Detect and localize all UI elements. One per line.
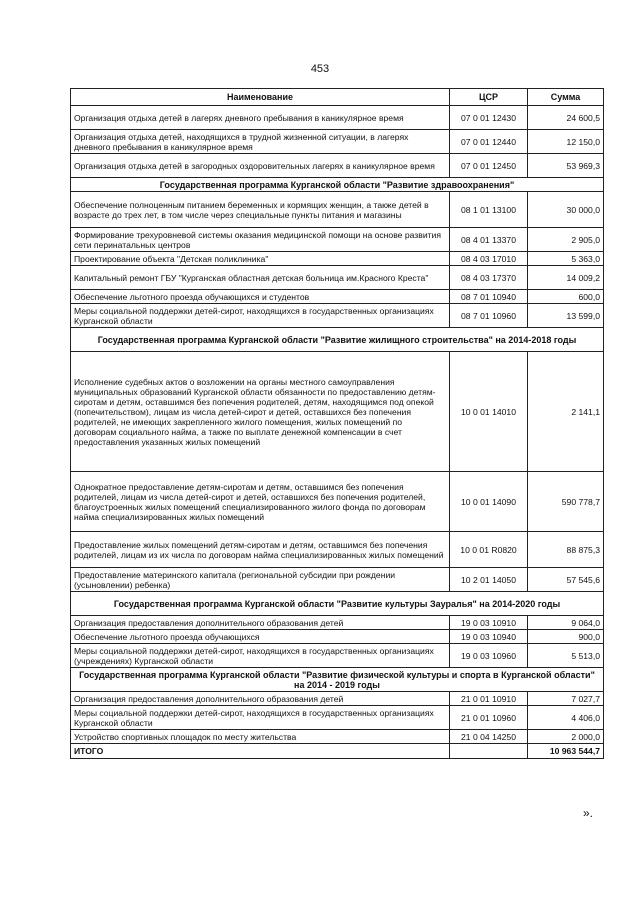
- row-name: Обеспечение льготного проезда обучающихся: [71, 630, 450, 644]
- row-name: Капитальный ремонт ГБУ "Курганская областная детская больница им.Красного Креста": [71, 266, 450, 290]
- row-code: 08 4 03 17010: [450, 252, 528, 266]
- section-heading-row: [71, 668, 604, 692]
- row-name: Устройство спортивных площадок по месту жительства: [71, 730, 450, 744]
- row-code: 21 0 04 14250: [450, 730, 528, 744]
- table-row: [71, 692, 604, 706]
- row-code: 08 4 03 17370: [450, 266, 528, 290]
- row-name: Обеспечение полноценным питанием беременных и кормящих женщин, а также детей в возрасте до трех лет, в том числе через специальные пункты питания и магазины: [71, 192, 450, 228]
- row-name: Обеспечение льготного проезда обучающихся и студентов: [71, 290, 450, 304]
- row-amount: 24 600,5: [528, 106, 604, 130]
- row-code: 19 0 03 10910: [450, 616, 528, 630]
- header-code: ЦСР: [450, 89, 528, 106]
- row-amount: 57 545,6: [528, 568, 604, 592]
- row-name: Меры социальной поддержки детей-сирот, находящихся в государственных организациях (учреждениях) Курганской области: [71, 644, 450, 668]
- row-amount: 5 513,0: [528, 644, 604, 668]
- row-code: 07 0 01 12450: [450, 154, 528, 178]
- row-code: 10 2 01 14050: [450, 568, 528, 592]
- table-row: [71, 290, 604, 304]
- row-amount: 30 000,0: [528, 192, 604, 228]
- table-row: [71, 706, 604, 730]
- table-row: [71, 228, 604, 252]
- row-amount: 14 009,2: [528, 266, 604, 290]
- row-amount: 590 778,7: [528, 472, 604, 532]
- row-amount: 600,0: [528, 290, 604, 304]
- header-amount: Сумма: [528, 89, 604, 106]
- table-row: [71, 352, 604, 472]
- row-name: Предоставление материнского капитала (региональной субсидии при рождении (усыновлении) ребенка): [71, 568, 450, 592]
- page-number: 453: [310, 63, 330, 75]
- section-heading-row: [71, 592, 604, 616]
- row-amount: 4 406,0: [528, 706, 604, 730]
- row-amount: 12 150,0: [528, 130, 604, 154]
- row-code: 08 4 01 13370: [450, 228, 528, 252]
- table-header-row: [71, 89, 604, 106]
- table-row: [71, 304, 604, 328]
- row-amount: 53 969,3: [528, 154, 604, 178]
- section-heading: Государственная программа Курганской области "Развитие культуры Зауралья" на 2014-2020 годы: [71, 592, 604, 616]
- row-amount: 900,0: [528, 630, 604, 644]
- row-code: 19 0 03 10940: [450, 630, 528, 644]
- section-heading-row: [71, 328, 604, 352]
- row-amount: 13 599,0: [528, 304, 604, 328]
- row-name: Организация отдыха детей в лагерях дневного пребывания в каникулярное время: [71, 106, 450, 130]
- total-label: ИТОГО: [71, 744, 450, 759]
- table-row: [71, 644, 604, 668]
- table-row: [71, 154, 604, 178]
- row-name: Организация предоставления дополнительного образования детей: [71, 616, 450, 630]
- row-name: Исполнение судебных актов о возложении на органы местного самоуправления муниципальных образований Курганской области обязанности по предоставлению детям-сиротам и детям, оставшимся без попечения родителей, детям, находящимся под опекой (попечительством), лицам из числа детей-сирот и детей, оставшихся без попечения родителей, не имеющих закрепленного жилого помещения, жилых помещений по договорам социального найма, а также по выплате денежной компенсации в счет предоставления указанных жилых помещений: [71, 352, 450, 472]
- row-code: 10 0 01 14090: [450, 472, 528, 532]
- section-heading: Государственная программа Курганской области "Развитие физической культуры и спорта в Курганской области" на 2014 - 2019 годы: [71, 668, 604, 692]
- row-name: Меры социальной поддержки детей-сирот, находящихся в государственных организациях Курганской области: [71, 304, 450, 328]
- row-amount: 2 000,0: [528, 730, 604, 744]
- budget-table: [70, 88, 604, 759]
- table-row: [71, 106, 604, 130]
- table-row: [71, 472, 604, 532]
- row-code: 10 0 01 R0820: [450, 532, 528, 568]
- table-row: [71, 130, 604, 154]
- row-code: 07 0 01 12430: [450, 106, 528, 130]
- row-amount: 9 064,0: [528, 616, 604, 630]
- row-amount: 7 027,7: [528, 692, 604, 706]
- row-code: 08 7 01 10940: [450, 290, 528, 304]
- row-amount: 88 875,3: [528, 532, 604, 568]
- row-name: Формирование трехуровневой системы оказания медицинской помощи на основе развития сети перинатальных центров: [71, 228, 450, 252]
- section-heading: Государственная программа Курганской области "Развитие жилищного строительства" на 2014-2018 годы: [71, 328, 604, 352]
- row-code: 19 0 03 10960: [450, 644, 528, 668]
- row-name: Проектирование объекта "Детская поликлиника": [71, 252, 450, 266]
- row-code: 08 1 01 13100: [450, 192, 528, 228]
- row-code: 21 0 01 10910: [450, 692, 528, 706]
- table-row: [71, 630, 604, 644]
- end-mark: ».: [583, 806, 594, 820]
- row-amount: 2 141,1: [528, 352, 604, 472]
- table-row: [71, 252, 604, 266]
- table-row: [71, 532, 604, 568]
- total-row: [71, 744, 604, 759]
- table-row: [71, 730, 604, 744]
- row-name: Организация отдыха детей, находящихся в трудной жизненной ситуации, в лагерях дневного пребывания в каникулярное время: [71, 130, 450, 154]
- total-code-cell: [450, 744, 528, 759]
- header-name: Наименование: [71, 89, 450, 106]
- row-code: 07 0 01 12440: [450, 130, 528, 154]
- section-heading: Государственная программа Курганской области "Развитие здравоохранения": [71, 178, 604, 192]
- section-heading-row: [71, 178, 604, 192]
- row-code: 21 0 01 10960: [450, 706, 528, 730]
- row-amount: 2 905,0: [528, 228, 604, 252]
- table-row: [71, 616, 604, 630]
- row-code: 08 7 01 10960: [450, 304, 528, 328]
- row-amount: 5 363,0: [528, 252, 604, 266]
- table-body: [71, 106, 604, 744]
- table-row: [71, 568, 604, 592]
- row-name: Организация предоставления дополнительного образования детей: [71, 692, 450, 706]
- row-code: 10 0 01 14010: [450, 352, 528, 472]
- row-name: Однократное предоставление детям-сиротам и детям, оставшимся без попечения родителей, лицам из числа детей-сирот и детей, оставшихся без попечения родителей, благоустроенных жилых помещений специализированного жилого фонда по договорам найма специализированных жилых помещений: [71, 472, 450, 532]
- row-name: Предоставление жилых помещений детям-сиротам и детям, оставшимся без попечения родителей, лицам из их числа по договорам найма специализированных жилых помещений: [71, 532, 450, 568]
- row-name: Меры социальной поддержки детей-сирот, находящихся в государственных организациях Курганской области: [71, 706, 450, 730]
- total-amount: 10 963 544,7: [528, 744, 604, 759]
- table-row: [71, 192, 604, 228]
- row-name: Организация отдыха детей в загородных оздоровительных лагерях в каникулярное время: [71, 154, 450, 178]
- table-row: [71, 266, 604, 290]
